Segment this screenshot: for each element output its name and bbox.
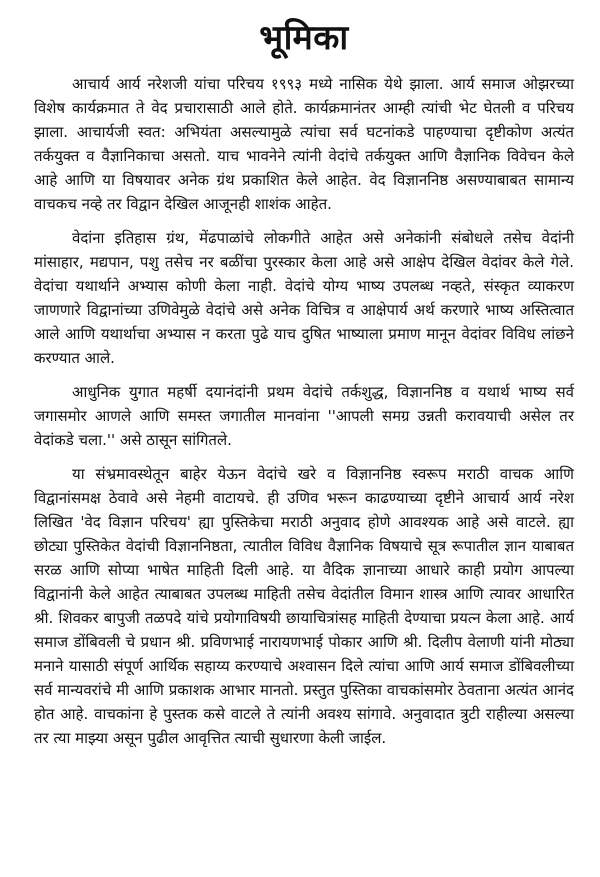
paragraph-4: या संभ्रमावस्थेतून बाहेर येऊन वेदांचे खरे व विज्ञाननिष्ठ स्वरूप मराठी वाचक आणि विद्वानांसमक्ष ठेवावे असे नेहमी वाटायचे. ही उणिव भरून काढण्याच्या दृष्टीने आचार्य आर्य नरेश लिखित 'वेद विज्ञान परिचय' ह्या पुस्तिकेचा मराठी अनुवाद होणे आवश्यक आहे असे वाटले. ह्या छोट्या पुस्तिकेत वेदांची विज्ञाननिष्ठता, त्यातील विविध वैज्ञानिक विषयाचे सूत्र रूपातील ज्ञान याबाबत सरळ आणि सोप्या भाषेत माहिती दिली आहे. या वैदिक ज्ञानाच्या आधारे काही प्रयोग आपल्या विद्वानांनी केले आहेत त्याबाबत उपलब्ध माहिती तसेच वेदांतील विमान शास्त्र आणि त्यावर आधारित श्री. शिवकर बापुजी तळपदे यांचे प्रयोगाविषयी छायाचित्रांसह माहिती देण्याचा प्रयत्न केला आहे. आर्य समाज डोंबिवली चे प्रधान श्री. प्रविणभाई नारायणभाई पोकार आणि श्री. दिलीप वेलाणी यांनी मोठ्या मनाने यासाठी संपूर्ण आर्थिक सहाय्य करण्याचे अश्वासन दिले त्यांचा आणि आर्य समाज डोंबिवलीच्या सर्व मान्यवरांचे मी आणि प्रकाशक आभार मानतो. प्रस्तुत पुस्तिका वाचकांसमोर ठेवताना अत्यंत आनंद होत आहे. वाचकांना हे पुस्तक कसे वाटले ते त्यांनी अवश्य सांगावे. अनुवादात त्रुटी राहील्या असल्या तर त्या माझ्या असून पुढील आवृत्तित त्याची सुधारणा केली जाईल. xyxy=(34,465,574,747)
paragraph-2: वेदांना इतिहास ग्रंथ, मेंढपाळांचे लोकगीते आहेत असे अनेकांनी संबोधले तसेच वेदांनी मांसाहार, मद्यपान, पशु तसेच नर बळींचा पुरस्कार केला आहे असे आक्षेप देखिल वेदांवर केले गेले. वेदांचा यथार्थाने अभ्यास कोणी केला नाही. वेदांचे योग्य भाष्य उपलब्ध नव्हते, संस्कृत व्याकरण जाणणारे विद्वानांच्या उणिवेमुळे वेदांचे असे अनेक विचित्र व आक्षेपार्य अर्थ करणारे भाष्य अस्तित्वात आले आणि यथार्थाचा अभ्यास न करता पुढे याच दुषित भाष्याला प्रमाण मानून वेदांवर विविध लांछने करण्यात आले. xyxy=(34,229,574,367)
page-title: भूमिका xyxy=(259,18,349,58)
paragraph-1: आचार्य आर्य नरेशजी यांचा परिचय १९९३ मध्ये नासिक येथे झाला. आर्य समाज ओझरच्या विशेष कार्यक्रमात ते वेद प्रचारासाठी आले होते. कार्यक्रमानंतर आम्ही त्यांची भेट घेतली व परिचय झाला. आचार्यजी स्वत: अभियंता असल्यामुळे त्यांचा सर्व घटनांकडे पाहण्याचा दृष्टीकोण अत्यंत तर्कयुक्त व वैज्ञानिकाचा असतो. याच भावनेने त्यांनी वेदांचे तर्कयुक्त आणि वैज्ञानिक विवेचन केले आहे आणि या विषयावर अनेक ग्रंथ प्रकाशित केले आहेत. वेद विज्ञाननिष्ठ असण्याबाबत सामान्य वाचकच नव्हे तर विद्वान देखिल आजूनही शाशंक आहेत. xyxy=(34,75,574,213)
paragraph-3: आधुनिक युगात महर्षी दयानंदांनी प्रथम वेदांचे तर्कशुद्ध, विज्ञाननिष्ठ व यथार्थ भाष्य सर्व जगासमोर आणले आणि समस्त जगातील मानवांना ''आपली समग्र उन्नती करावयाची असेल तर वेदांकडे चला.'' असे ठासून सांगितले. xyxy=(34,383,574,449)
